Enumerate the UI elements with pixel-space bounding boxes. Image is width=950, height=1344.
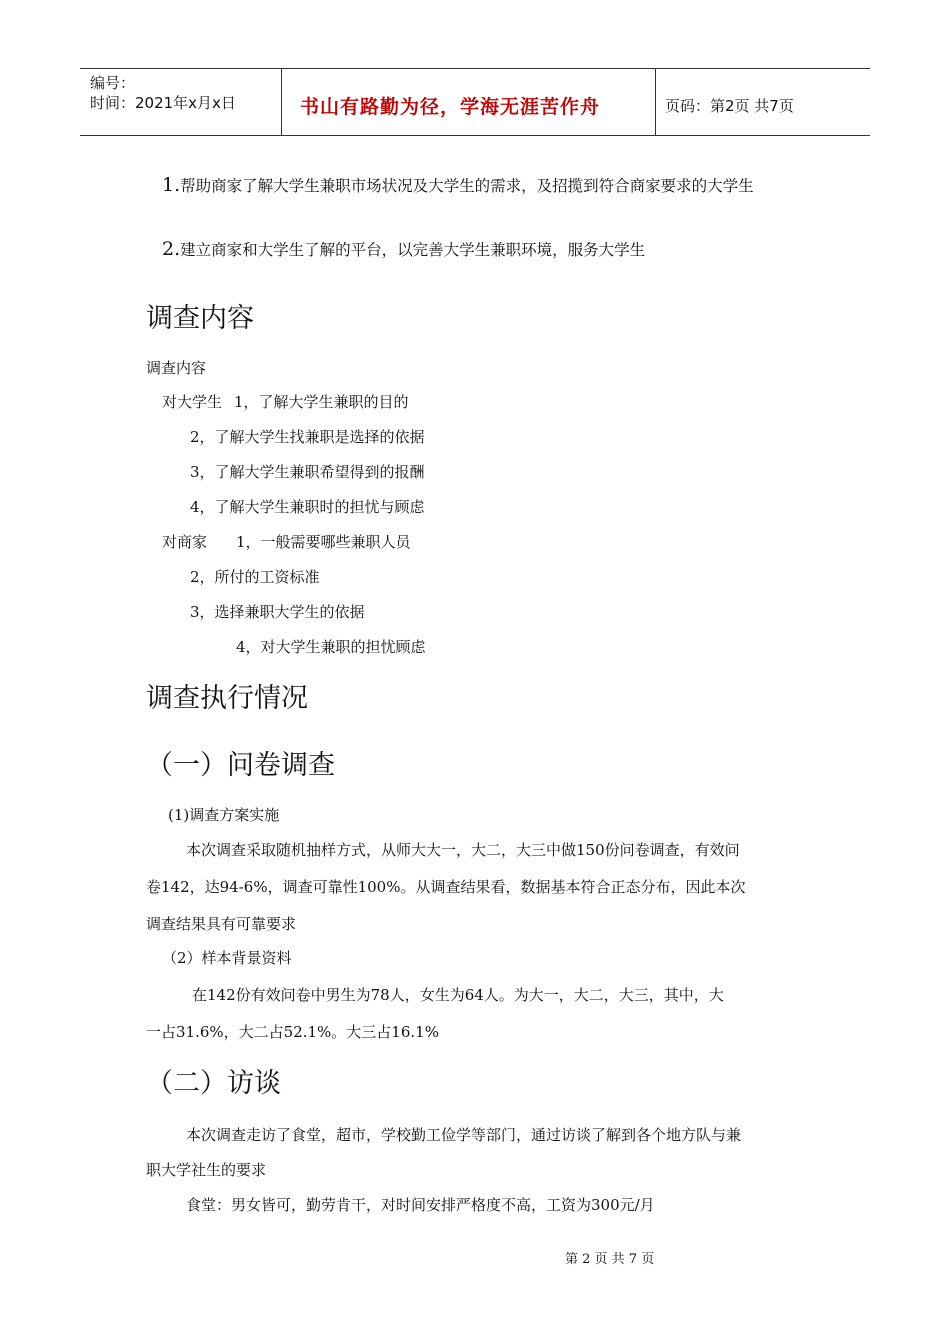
header-motto: 书山有路勤为径，学海无涯苦作舟 [300, 96, 601, 118]
students-item: 1，了解大学生兼职的目的 [234, 393, 409, 411]
interview-heading: （二）访谈 [146, 1068, 281, 1099]
page-indicator: 页码：第2页 共7页 [665, 97, 794, 115]
objective-item [162, 174, 754, 196]
plan-line: 本次调查采取随机抽样方式，从师大大一，大二，大三中做150份问卷调查，有效问 [186, 841, 740, 859]
section-heading-execution: 调查执行情况 [146, 683, 308, 714]
plan-line: 卷142，达94-6%，调查可靠性100%。从调查结果看，数据基本符合正态分布，因此本次 [146, 878, 746, 896]
interview-line: 职大学社生的要求 [146, 1161, 267, 1179]
merchants-item: 1，一般需要哪些兼职人员 [236, 533, 411, 551]
objective-number: 2. [162, 238, 181, 260]
students-item: 3，了解大学生兼职希望得到的报酬 [190, 463, 425, 481]
students-label: 对大学生 [162, 393, 223, 411]
header-top-border [80, 68, 870, 69]
header-divider-left [281, 68, 282, 136]
merchants-item: 3，选择兼职大学生的依据 [190, 603, 365, 621]
merchants-label: 对商家 [162, 533, 208, 551]
plan-line: 调查结果具有可靠要求 [146, 915, 297, 933]
objective-item [162, 238, 645, 260]
interview-line: 本次调查走访了食堂，超市，学校勤工俭学等部门，通过访谈了解到各个地方队与兼 [186, 1126, 742, 1144]
sample-title: （2）样本背景资料 [162, 949, 292, 967]
sample-line: 在142份有效问卷中男生为78人，女生为64人。为大一，大二，大三，其中，大 [192, 986, 724, 1004]
date-label: 时间：2021年x月x日 [90, 94, 236, 112]
sample-line: 一占31.6%，大二占52.1%。大三占16.1% [146, 1023, 439, 1041]
serial-label: 编号： [90, 74, 136, 92]
canteen-line: 食堂：男女皆可，勤劳肯干，对时间安排严格度不高，工资为300元/月 [186, 1196, 655, 1214]
objective-text: 帮助商家了解大学生兼职市场状况及大学生的需求，及招揽到符合商家要求的大学生 [180, 177, 754, 195]
students-item: 4，了解大学生兼职时的担忧与顾虑 [190, 498, 425, 516]
questionnaire-heading: （一）问卷调查 [146, 750, 335, 781]
plan-title: (1)调查方案实施 [168, 806, 280, 824]
content-subheading: 调查内容 [146, 359, 207, 377]
header-bottom-border [80, 135, 870, 136]
section-heading-content: 调查内容 [146, 303, 254, 334]
objective-number: 1. [162, 174, 181, 196]
objective-text: 建立商家和大学生了解的平台，以完善大学生兼职环境，服务大学生 [180, 241, 646, 259]
merchants-item: 2，所付的工资标准 [190, 568, 320, 586]
header-divider-right [655, 68, 656, 136]
students-item: 2，了解大学生找兼职是选择的依据 [190, 428, 425, 446]
page-footer: 第 2 页 共 7 页 [565, 1252, 655, 1267]
merchants-item: 4，对大学生兼职的担忧顾虑 [236, 638, 426, 656]
